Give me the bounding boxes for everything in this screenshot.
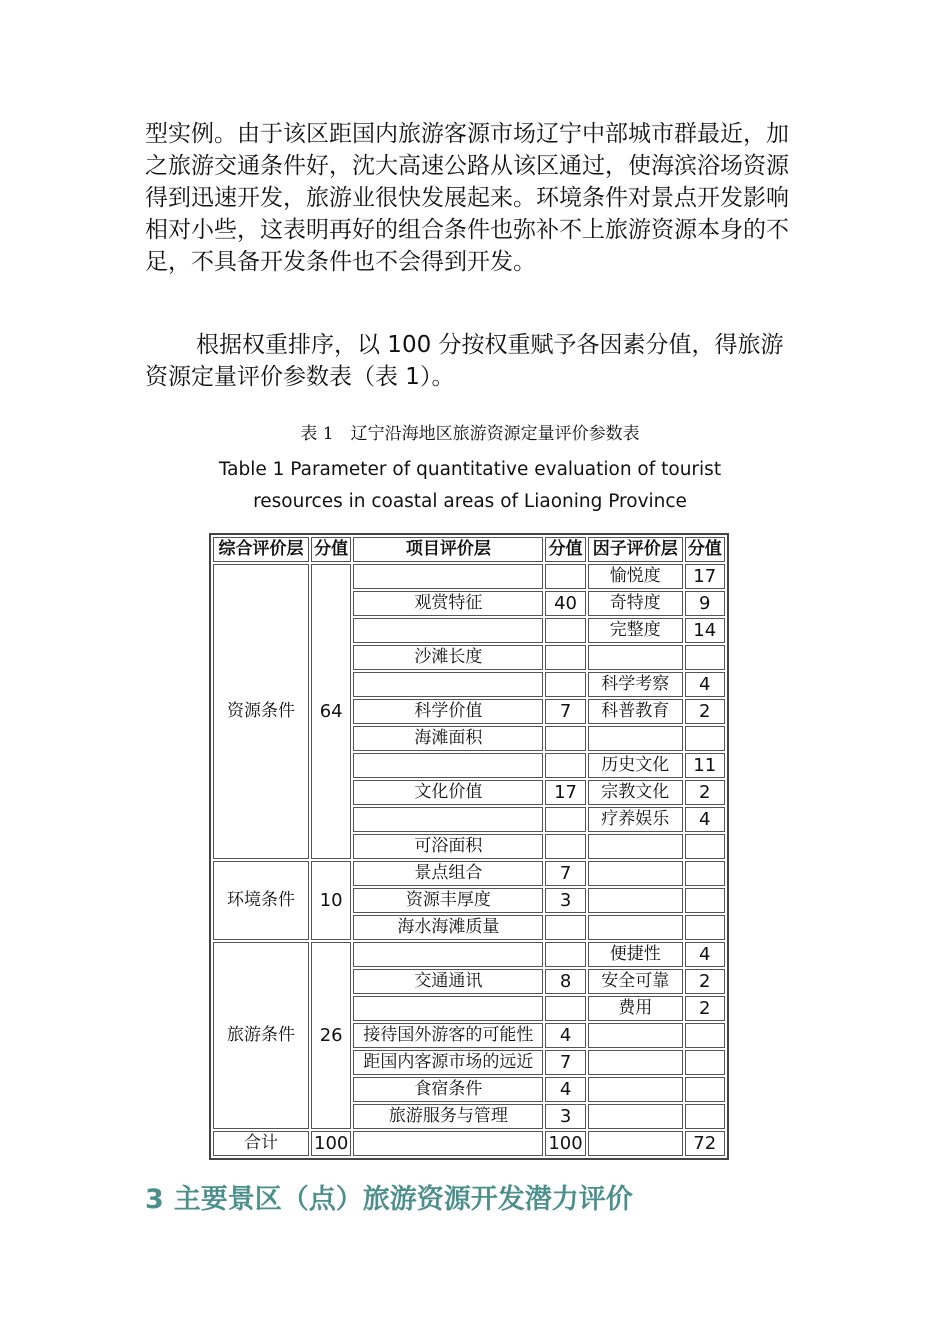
table-total-row: [213, 1131, 725, 1156]
empty-cell: [588, 834, 683, 859]
empty-cell: [588, 915, 683, 940]
item-name: 距国内客源市场的远近: [353, 1050, 543, 1075]
factor-score: 17: [685, 564, 725, 589]
group-name-tourism: 旅游条件: [213, 942, 309, 1129]
parameter-table: [209, 533, 729, 1160]
group-name-resource: 资源条件: [213, 564, 309, 859]
empty-cell: [588, 1131, 683, 1156]
item-name: 文化价值: [353, 780, 543, 805]
empty-cell: [685, 726, 725, 751]
section-number: 3: [145, 1184, 164, 1215]
header-item-layer: 项目评价层: [353, 537, 543, 562]
table-caption-english: Table 1 Parameter of quantitative evaluation of tourist resources in coastal areas of Liaoning Province: [218, 459, 722, 512]
empty-cell: [353, 618, 543, 643]
item-score: 4: [545, 1077, 585, 1102]
factor-name: 安全可靠: [588, 969, 683, 994]
empty-cell: [588, 888, 683, 913]
body-paragraph-1: 型实例。由于该区距国内旅游客源市场辽宁中部城市群最近，加之旅游交通条件好，沈大高速公路从该区通过，使海滨浴场资源得到迅速开发，旅游业很快发展起来。环境条件对景点开发影响相对小些，这表明再好的组合条件也弥补不上旅游资源本身的不足，不具备开发条件也不会得到开发。: [145, 121, 789, 275]
empty-cell: [588, 861, 683, 886]
factor-name: 历史文化: [588, 753, 683, 778]
header-score-3: 分值: [685, 537, 725, 562]
item-name: 科学价值: [353, 699, 543, 724]
item-name: 交通通讯: [353, 969, 543, 994]
factor-name: 科学考察: [588, 672, 683, 697]
item-name: 旅游服务与管理: [353, 1104, 543, 1129]
factor-score: 2: [685, 996, 725, 1021]
item-score: 7: [545, 699, 585, 724]
empty-cell: [545, 807, 585, 832]
header-score-2: 分值: [545, 537, 585, 562]
item-score: [545, 915, 585, 940]
item-score: 17: [545, 780, 585, 805]
empty-cell: [545, 996, 585, 1021]
empty-cell: [588, 1077, 683, 1102]
item-score: 40: [545, 591, 585, 616]
item-name: 资源丰厚度: [353, 888, 543, 913]
factor-score: 2: [685, 780, 725, 805]
empty-cell: [545, 942, 585, 967]
parameter-table-wrapper: [209, 533, 729, 1160]
group-score-tourism: 26: [311, 942, 351, 1129]
body-paragraph-2: 根据权重排序，以 100 分按权重赋予各因素分值，得旅游资源定量评价参数表（表 1）。: [145, 332, 784, 390]
table-row: [213, 942, 725, 967]
factor-name: 费用: [588, 996, 683, 1021]
group-name-environment: 环境条件: [213, 861, 309, 940]
factor-name: 奇特度: [588, 591, 683, 616]
item-name: 接待国外游客的可能性: [353, 1023, 543, 1048]
header-factor-layer: 因子评价层: [588, 537, 683, 562]
factor-score: 2: [685, 969, 725, 994]
factor-name: 疗养娱乐: [588, 807, 683, 832]
item-name: 食宿条件: [353, 1077, 543, 1102]
empty-cell: [545, 618, 585, 643]
factor-name: 科普教育: [588, 699, 683, 724]
empty-cell: [685, 1023, 725, 1048]
factor-score: 4: [685, 807, 725, 832]
empty-cell: [588, 1050, 683, 1075]
factor-name: 愉悦度: [588, 564, 683, 589]
item-name: 海滩面积: [353, 726, 543, 751]
empty-cell: [545, 672, 585, 697]
item-name: 沙滩长度: [353, 645, 543, 670]
item-name: 景点组合: [353, 861, 543, 886]
empty-cell: [353, 753, 543, 778]
item-name: 海水海滩质量: [353, 915, 543, 940]
item-score: [545, 834, 585, 859]
factor-score: 2: [685, 699, 725, 724]
empty-cell: [685, 1104, 725, 1129]
item-name: 观赏特征: [353, 591, 543, 616]
item-score: 8: [545, 969, 585, 994]
factor-name: 完整度: [588, 618, 683, 643]
total-label: 合计: [213, 1131, 309, 1156]
empty-cell: [685, 1050, 725, 1075]
table-caption-chinese: 表 1 辽宁沿海地区旅游资源定量评价参数表: [300, 424, 640, 444]
empty-cell: [588, 1104, 683, 1129]
factor-score: 4: [685, 672, 725, 697]
item-score: 3: [545, 1104, 585, 1129]
total-score-composite: 100: [311, 1131, 351, 1156]
group-score-resource: 64: [311, 564, 351, 859]
item-name: 可浴面积: [353, 834, 543, 859]
table-header-row: [213, 537, 725, 562]
table-row: [213, 564, 725, 589]
factor-score: 14: [685, 618, 725, 643]
factor-name: 便捷性: [588, 942, 683, 967]
group-score-environment: 10: [311, 861, 351, 940]
item-score: 3: [545, 888, 585, 913]
item-score: 7: [545, 1050, 585, 1075]
empty-cell: [588, 726, 683, 751]
factor-score: 4: [685, 942, 725, 967]
empty-cell: [545, 564, 585, 589]
empty-cell: [353, 942, 543, 967]
empty-cell: [588, 1023, 683, 1048]
empty-cell: [685, 834, 725, 859]
table-row: [213, 861, 725, 886]
header-composite-layer: 综合评价层: [213, 537, 309, 562]
factor-name: 宗教文化: [588, 780, 683, 805]
empty-cell: [685, 861, 725, 886]
empty-cell: [353, 564, 543, 589]
empty-cell: [353, 1131, 543, 1156]
empty-cell: [353, 672, 543, 697]
empty-cell: [545, 753, 585, 778]
total-score-factor: 72: [685, 1131, 725, 1156]
section-heading: [145, 1180, 633, 1220]
empty-cell: [685, 645, 725, 670]
empty-cell: [353, 807, 543, 832]
item-score: [545, 726, 585, 751]
factor-score: 9: [685, 591, 725, 616]
empty-cell: [685, 1077, 725, 1102]
item-score: 7: [545, 861, 585, 886]
empty-cell: [685, 915, 725, 940]
empty-cell: [588, 645, 683, 670]
item-score: 4: [545, 1023, 585, 1048]
empty-cell: [353, 996, 543, 1021]
header-score-1: 分值: [311, 537, 351, 562]
section-title: 主要景区（点）旅游资源开发潜力评价: [173, 1184, 633, 1215]
factor-score: 11: [685, 753, 725, 778]
total-score-item: 100: [545, 1131, 585, 1156]
empty-cell: [685, 888, 725, 913]
item-score: [545, 645, 585, 670]
